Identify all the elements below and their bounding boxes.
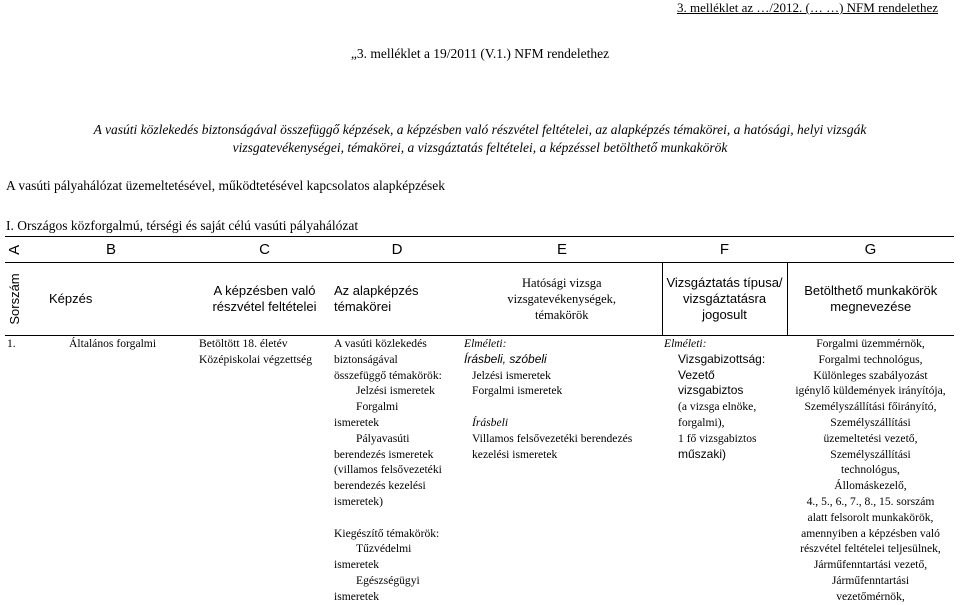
header-temakorok: Az alapképzés témakörei	[332, 263, 462, 336]
header-hatosagi: Hatósági vizsga vizsgatevékenységek, témakörök	[462, 263, 662, 336]
column-letter-g: G	[787, 237, 954, 263]
cell-vizsgaztatas: Elméleti: Vizsgabizottság: Vezető vizsgabiztos (a vizsga elnöke, forgalmi), 1 fő vizsgabiztos műszaki)	[664, 337, 766, 461]
document-title: A vasúti közlekedés biztonságával összefüggő képzések, a képzésben való részvétel feltételei, az alapképzés témakörei, a hatósági, helyi vizsgák vizsgatevékenységei, témakörei, a vizsgáztatás feltételei, a képzéssel betölthető munkakörök	[93, 122, 867, 155]
column-letter-row	[5, 237, 954, 263]
column-letter-a: A	[5, 237, 25, 263]
column-header-row	[5, 263, 954, 336]
annex-reference-header: 3. melléklet az …/2012. (… …) NFM rendelethez	[676, 0, 938, 15]
header-sorszam: Sorszám	[5, 263, 25, 336]
column-letter-c: C	[197, 237, 332, 263]
header-feltetelek: A képzésben való részvétel feltételei	[197, 263, 332, 336]
table-row	[5, 336, 954, 605]
header-vizsgaztatas: Vizsgáztatás típusa/ vizsgáztatásra jogosult	[662, 263, 787, 336]
column-letter-e: E	[462, 237, 662, 263]
column-letter-b: B	[25, 237, 197, 263]
training-table	[5, 236, 954, 605]
header-munkakorok: Betölthető munkakörök megnevezése	[787, 263, 954, 336]
subsection-heading: I. Országos közforgalmú, térségi és saját célú vasúti pályahálózat	[6, 218, 359, 233]
cell-temakorok: A vasúti közlekedés biztonságával összefüggő témakörök: Jelzési ismeretek Forgalmi ismeretek Pályavasúti berendezés ismeretek (villamos felsővezetéki berendezés kezelési ismeretek) Kiegészítő témakörök: Tűzvédelmi ismeretek Egészségügyi ismeretek	[334, 337, 442, 603]
cell-hatosagi: Elméleti: Írásbeli, szóbeli Jelzési ismeretek Forgalmi ismeretek Írásbeli Villamos felsővezetéki berendezés kezelési ismeretek	[464, 337, 633, 461]
header-kepzes: Képzés	[25, 263, 197, 336]
annex-subtitle: „3. melléklet a 19/2011 (V.1.) NFM rendelethez	[350, 46, 610, 61]
cell-feltetelek: Betöltött 18. életév Középiskolai végzettség	[199, 337, 312, 366]
row-number: 1.	[7, 337, 16, 350]
cell-kepzes: Általános forgalmi	[69, 337, 157, 350]
column-letter-f: F	[662, 237, 787, 263]
column-letter-d: D	[332, 237, 462, 263]
cell-munkakorok: Forgalmi üzemmérnök, Forgalmi technológus, Különleges szabályozást igénylő küldemények irányítója, Személyszállítási főirányító, Személyszállítási üzemeltetési vezető, Személyszállítási technológus, Állomáskezelő, 4., 5., 6., 7., 8., 15. sorszám alatt felsorolt munkakörök, amennyiben a képzésben való részvétel feltételei teljesülnek, Járműfenntartási vezető, Járműfenntartási vezetőmérnök,	[795, 337, 946, 603]
section-heading: A vasúti pályahálózat üzemeltetésével, működtetésével kapcsolatos alapképzések	[6, 178, 445, 193]
